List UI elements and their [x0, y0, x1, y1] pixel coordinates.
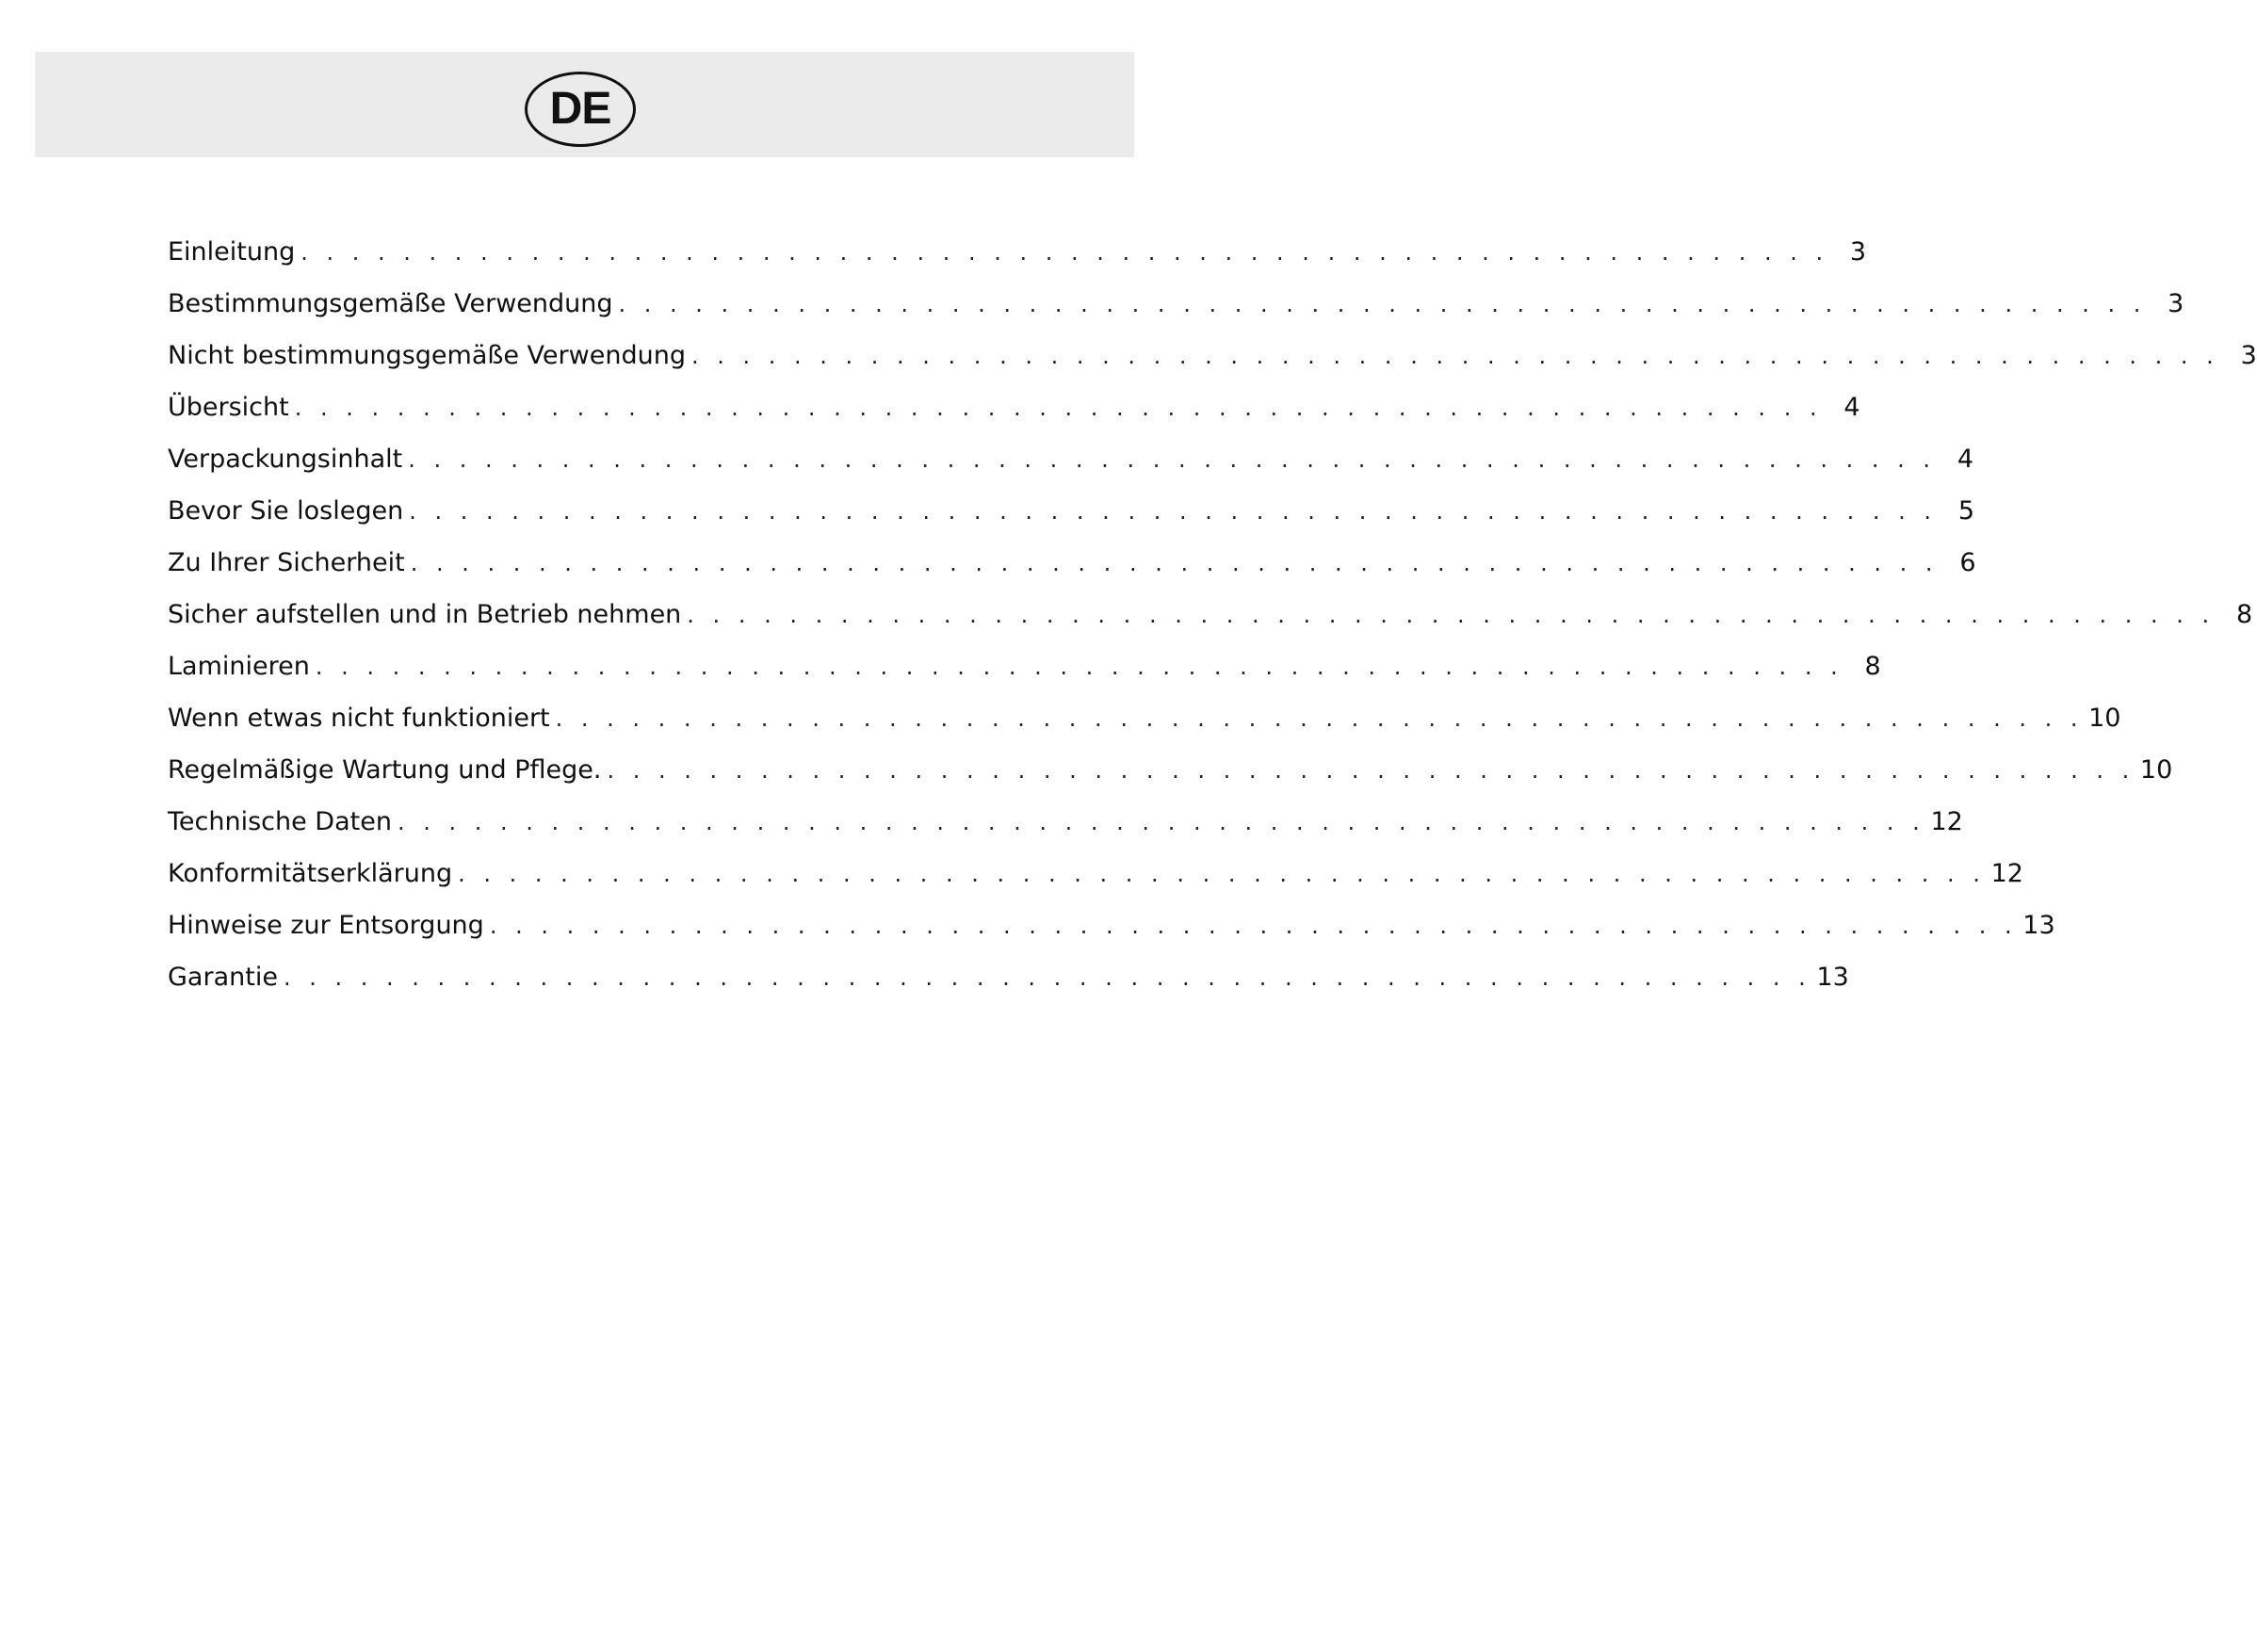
toc-entry-laminieren[interactable]	[168, 640, 1881, 692]
toc-entry-verpackungsinhalt[interactable]	[168, 433, 1974, 485]
toc-page-number: 3	[1849, 237, 1867, 267]
toc-dot-leader: . . . . . . . . . . . . . . . . . . . . . . . . . . . . . . . . . . . . . . . . . . . . . . . . . . . . . . . . . . . .	[408, 446, 1937, 473]
toc-entry-label: Laminieren	[168, 652, 310, 681]
toc-entry-bevor-sie-loslegen[interactable]	[168, 485, 1975, 537]
toc-dot-leader: . . . . . . . . . . . . . . . . . . . . . . . . . . . . . . . . . . . . . . . . . . . . . . . . . . . . . . . . . . . .	[315, 654, 1843, 680]
toc-entry-nicht-bestimmungsgemaesse-verwendung[interactable]	[168, 330, 2257, 381]
toc-entry-uebersicht[interactable]	[168, 381, 1860, 433]
toc-page-number: 5	[1957, 496, 1975, 526]
toc-entry-wartung-und-pflege[interactable]	[168, 744, 2173, 796]
toc-entry-label: Verpackungsinhalt	[168, 445, 403, 474]
toc-entry-hinweise-zur-entsorgung[interactable]	[168, 899, 2055, 951]
toc-dot-leader: . . . . . . . . . . . . . . . . . . . . . . . . . . . . . . . . . . . . . . . . . . . . . . . . . . . . . . . . . . . .	[687, 602, 2216, 628]
toc-entry-einleitung[interactable]	[168, 226, 1867, 278]
toc-page-number: 8	[1864, 652, 1881, 681]
toc-entry-label: Bestimmungsgemäße Verwendung	[168, 289, 613, 318]
toc-dot-leader: . . . . . . . . . . . . . . . . . . . . . . . . . . . . . . . . . . . . . . . . . . . . . . . . . . . . . . . . . . . .	[283, 964, 1811, 991]
toc-entry-label: Einleitung	[168, 237, 296, 267]
toc-page-number: 8	[2235, 600, 2253, 629]
toc-dot-leader: . . . . . . . . . . . . . . . . . . . . . . . . . . . . . . . . . . . . . . . . . . . . . . . . . . . . . . . . . . . .	[489, 913, 2018, 939]
toc-entry-label: Übersicht	[168, 393, 289, 422]
language-badge: DE	[525, 72, 636, 147]
toc-entry-technische-daten[interactable]	[168, 796, 1963, 848]
toc-entry-label: Zu Ihrer Sicherheit	[168, 548, 405, 577]
toc-page-number: 13	[2022, 911, 2055, 940]
toc-entry-label: Hinweise zur Entsorgung	[168, 911, 484, 940]
toc-dot-leader: . . . . . . . . . . . . . . . . . . . . . . . . . . . . . . . . . . . . . . . . . . . . . . . . . . . . . . . . . . . .	[397, 809, 1925, 835]
toc-entry-garantie[interactable]	[168, 951, 1849, 1003]
table-of-contents	[168, 226, 2257, 1003]
toc-page-number: 3	[2168, 289, 2184, 318]
toc-page-number: 12	[1930, 807, 1963, 836]
toc-entry-label: Bevor Sie loslegen	[168, 496, 404, 526]
toc-dot-leader: . . . . . . . . . . . . . . . . . . . . . . . . . . . . . . . . . . . . . . . . . . . . . . . . . . . . . . . . . . . .	[690, 343, 2219, 369]
toc-entry-zu-ihrer-sicherheit[interactable]	[168, 537, 1976, 589]
toc-entry-label: Regelmäßige Wartung und Pflege.	[168, 755, 602, 785]
toc-entry-label: Wenn etwas nicht funktioniert	[168, 704, 550, 733]
toc-dot-leader: . . . . . . . . . . . . . . . . . . . . . . . . . . . . . . . . . . . . . . . . . . . . . . . . . . . . . . . . . . . .	[410, 550, 1939, 576]
toc-dot-leader: . . . . . . . . . . . . . . . . . . . . . . . . . . . . . . . . . . . . . . . . . . . . . . . . . . . . . . . . . . . .	[294, 395, 1823, 421]
toc-dot-leader: . . . . . . . . . . . . . . . . . . . . . . . . . . . . . . . . . . . . . . . . . . . . . . . . . . . . . . . . . . . .	[458, 861, 1986, 887]
toc-page-number: 12	[1990, 859, 2023, 888]
toc-page-number: 10	[2088, 704, 2121, 733]
toc-page-number: 10	[2139, 755, 2173, 785]
toc-dot-leader: . . . . . . . . . . . . . . . . . . . . . . . . . . . . . . . . . . . . . . . . . . . . . . . . . . . . . . . . . . . .	[300, 239, 1829, 266]
toc-page-number: 4	[1957, 445, 1974, 474]
toc-dot-leader: . . . . . . . . . . . . . . . . . . . . . . . . . . . . . . . . . . . . . . . . . . . . . . . . . . . . . . . . . . . .	[409, 498, 1938, 525]
toc-entry-label: Sicher aufstellen und in Betrieb nehmen	[168, 600, 682, 629]
toc-entry-label: Konformitätserklärung	[168, 859, 453, 888]
toc-dot-leader: . . . . . . . . . . . . . . . . . . . . . . . . . . . . . . . . . . . . . . . . . . . . . . . . . . . . . . . . . . . .	[607, 757, 2135, 784]
toc-entry-wenn-etwas-nicht-funktioniert[interactable]	[168, 692, 2121, 744]
toc-entry-label: Technische Daten	[168, 807, 392, 836]
toc-entry-sicher-aufstellen[interactable]	[168, 589, 2253, 640]
toc-page-number: 3	[2240, 341, 2257, 370]
toc-entry-konformitaetserklaerung[interactable]	[168, 848, 2023, 899]
toc-page-number: 4	[1843, 393, 1860, 422]
toc-page-number: 6	[1959, 548, 1976, 577]
toc-page-number: 13	[1816, 963, 1849, 992]
toc-dot-leader: . . . . . . . . . . . . . . . . . . . . . . . . . . . . . . . . . . . . . . . . . . . . . . . . . . . . . . . . . . . .	[555, 705, 2084, 732]
toc-dot-leader: . . . . . . . . . . . . . . . . . . . . . . . . . . . . . . . . . . . . . . . . . . . . . . . . . . . . . . . . . . . .	[618, 291, 2147, 317]
toc-entry-label: Garantie	[168, 963, 278, 992]
toc-entry-bestimmungsgemaesse-verwendung[interactable]	[168, 278, 2184, 330]
toc-entry-label: Nicht bestimmungsgemäße Verwendung	[168, 341, 686, 370]
